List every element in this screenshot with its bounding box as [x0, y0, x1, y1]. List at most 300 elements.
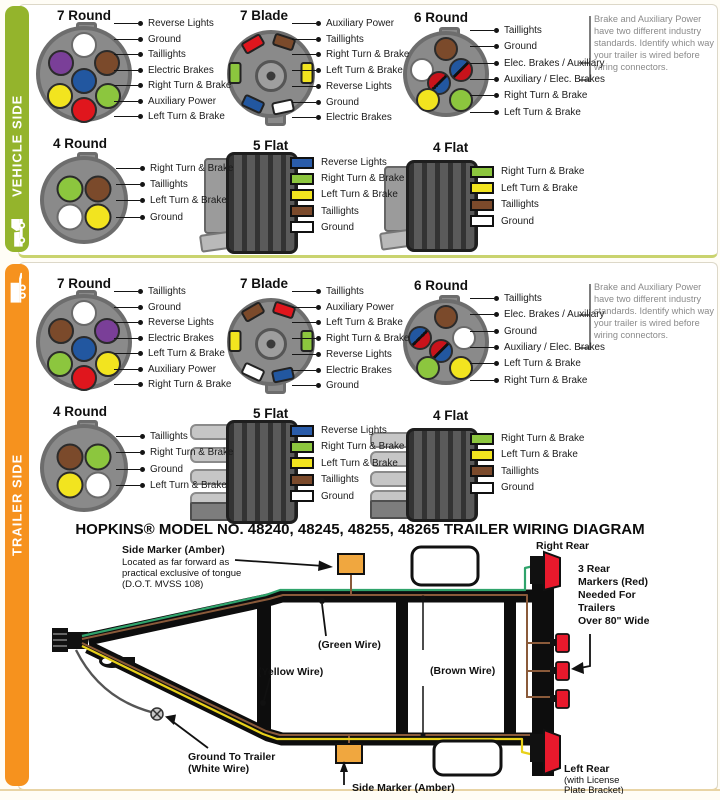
terminal-tab-white	[290, 490, 314, 502]
leader-line	[114, 116, 138, 117]
label-row	[470, 57, 604, 70]
leader-line	[292, 307, 316, 308]
label-row	[292, 96, 359, 109]
leader-line	[470, 347, 494, 348]
connector-title-4-round-vehicle: 4 Round	[53, 136, 107, 151]
label-row	[470, 432, 584, 445]
terminal-tab-green	[290, 173, 314, 185]
leader-line	[470, 331, 494, 332]
ground-label: Ground To Trailer	[188, 751, 276, 763]
industry-note-trailer: Brake and Auxiliary Power have two different industry standards. Identify which way your trailer is wired before wiring connectors.	[594, 282, 715, 340]
bullet-dot	[494, 345, 499, 350]
yellow-wire-label: (Yellow Wire)	[258, 666, 324, 678]
pin-label: Ground	[504, 41, 537, 53]
label-row	[114, 95, 216, 108]
bullet-dot	[494, 110, 499, 115]
rear-marker	[556, 662, 569, 680]
leader-line	[114, 70, 138, 71]
label-row	[290, 221, 354, 234]
terminal-tab-yellow	[290, 457, 314, 469]
pin-label: Taillights	[148, 49, 186, 60]
label-row	[114, 378, 231, 391]
wire-brown-bottom	[82, 643, 535, 735]
pin-label: Left Turn & Brake	[321, 457, 398, 469]
bullet-dot	[316, 383, 321, 388]
pin-label: Left Turn & Brake	[326, 65, 403, 77]
label-row	[114, 48, 186, 61]
label-row	[116, 178, 188, 191]
bullet-dot	[140, 450, 145, 455]
leader-line	[114, 101, 138, 102]
wire-yellow	[82, 646, 534, 755]
pin-label: Auxiliary Power	[148, 363, 217, 375]
ground-label-line2: (White Wire)	[188, 763, 250, 775]
bullet-dot	[138, 320, 143, 325]
pin-label: Right Turn & Brake	[148, 80, 232, 91]
pin-label: Auxiliary / Elec. Brakes	[504, 341, 605, 353]
label-row	[116, 194, 227, 207]
pin-brown	[85, 176, 112, 203]
pin-label: Left Turn & Brake	[150, 480, 227, 492]
label-row	[116, 479, 227, 492]
green-wire-label: (Green Wire)	[318, 639, 381, 651]
connector-body-4-flat-vehicle	[406, 160, 478, 252]
pin-label: Ground	[148, 33, 181, 45]
pin-label: Reverse Lights	[326, 80, 392, 92]
pin-label: Right Turn & Brake	[150, 163, 234, 174]
label-row	[290, 172, 404, 185]
connector-title-5-flat-vehicle: 5 Flat	[253, 138, 289, 153]
left-rear-label-line2: (with License	[564, 775, 620, 786]
bullet-dot	[494, 44, 499, 49]
bullet-dot	[140, 182, 145, 187]
bullet-dot	[138, 68, 143, 73]
label-row	[114, 79, 231, 92]
label-row	[114, 285, 186, 298]
label-row	[292, 316, 403, 329]
pin-white	[85, 471, 112, 498]
terminal-tab-green	[470, 166, 494, 178]
pin-blue	[71, 336, 97, 362]
terminal-tab-white	[470, 482, 494, 494]
leader-line	[114, 307, 138, 308]
pin-green	[47, 351, 73, 377]
bullet-dot	[138, 21, 143, 26]
pin-red	[71, 365, 97, 391]
leader-line	[292, 385, 316, 386]
pin-label: Ground	[501, 215, 534, 227]
rear-marker-label: Side Marker (Amber)	[352, 782, 455, 794]
pin-label: Electric Brakes	[326, 364, 392, 376]
pin-label: Taillights	[504, 293, 542, 304]
bullet-dot	[494, 93, 499, 98]
front-marker-label: Side Marker (Amber)	[122, 544, 225, 556]
label-row	[114, 110, 225, 123]
amber-marker-front	[338, 554, 364, 574]
label-row	[114, 316, 214, 329]
label-row	[470, 325, 537, 338]
label-row	[470, 89, 587, 102]
pin-blue	[71, 68, 97, 94]
pin-label: Taillights	[501, 199, 539, 211]
bullet-dot	[140, 215, 145, 220]
rear-markers	[550, 634, 569, 708]
pin-label: Taillights	[150, 179, 188, 191]
bullet-dot	[316, 52, 321, 57]
pin-label: Reverse Lights	[148, 317, 214, 328]
rear-markers-note-line2: Markers (Red)	[578, 576, 649, 588]
label-row	[292, 332, 409, 345]
bullet-dot	[316, 100, 321, 105]
pin-label: Electric Brakes	[148, 64, 214, 76]
leader-line	[470, 298, 494, 299]
bullet-dot	[316, 115, 321, 120]
pin-label: Ground	[504, 325, 537, 337]
pin-yellow	[47, 83, 73, 109]
terminal-tab-white	[470, 215, 494, 227]
pin-label: Ground	[321, 490, 354, 502]
bullet-dot	[140, 434, 145, 439]
ground-screw	[151, 708, 163, 720]
label-row	[470, 215, 534, 228]
pin-label: Taillights	[326, 33, 364, 45]
bullet-dot	[316, 68, 321, 73]
label-row	[290, 156, 387, 169]
terminal-tab-blue	[290, 425, 314, 437]
pin-yellow	[416, 88, 440, 112]
pin-label: Taillights	[326, 286, 364, 297]
bullet-dot	[140, 166, 145, 171]
label-row	[114, 301, 181, 314]
right-rear-label: Right Rear	[536, 540, 590, 552]
pin-label: Reverse Lights	[326, 348, 392, 360]
pin-yellow	[228, 330, 241, 352]
leader-line	[114, 369, 138, 370]
terminal-tab-green	[470, 433, 494, 445]
label-row	[292, 111, 392, 124]
pin-yellow	[449, 356, 473, 380]
pin-label: Right Turn & Brake	[501, 166, 585, 177]
bullet-dot	[316, 84, 321, 89]
brown-wire-label: (Brown Wire)	[430, 665, 496, 677]
pin-label: Right Turn & Brake	[150, 447, 234, 459]
label-row	[290, 440, 404, 453]
label-row	[116, 162, 233, 175]
connector-title-4-flat-vehicle: 4 Flat	[433, 140, 469, 155]
center-hub	[255, 328, 287, 360]
label-row	[114, 347, 225, 360]
label-row	[470, 448, 578, 461]
label-row	[290, 188, 398, 201]
connector-title-7-blade-vehicle: 7 Blade	[240, 8, 289, 23]
label-row	[114, 332, 214, 345]
front-marker-arrow	[235, 560, 324, 566]
leader-line	[292, 23, 316, 24]
connector-title-6-round-trailer: 6 Round	[414, 278, 468, 293]
pin-red	[71, 97, 97, 123]
leader-line	[116, 469, 140, 470]
label-row	[114, 363, 216, 376]
pin-yellow	[85, 203, 112, 230]
connector-title-6-round-vehicle: 6 Round	[414, 10, 468, 25]
pin-white	[71, 300, 97, 326]
label-row	[290, 457, 398, 470]
pin-label: Right Turn & Brake	[321, 441, 405, 453]
pin-label: Reverse Lights	[321, 157, 387, 168]
rear-marker	[556, 690, 569, 708]
connector-title-5-flat-trailer: 5 Flat	[253, 406, 289, 421]
pin-label: Left Turn & Brake	[148, 348, 225, 359]
label-row	[470, 481, 534, 494]
leader-line	[292, 86, 316, 87]
leader-line	[292, 291, 316, 292]
bullet-dot	[138, 37, 143, 42]
label-row	[292, 285, 364, 298]
leader-line	[116, 200, 140, 201]
left-rear-label: Left Rear	[564, 763, 610, 775]
bullet-dot	[494, 312, 499, 317]
leader-line	[114, 353, 138, 354]
bullet-dot	[316, 21, 321, 26]
vehicle-sidebar	[5, 6, 29, 252]
pin-white	[56, 203, 83, 230]
label-row	[114, 33, 181, 46]
leader-line	[114, 23, 138, 24]
label-row	[116, 430, 188, 443]
connector-body-4-round-vehicle	[40, 156, 128, 244]
pin-label: Ground	[326, 96, 359, 108]
leader-line	[470, 112, 494, 113]
pin-label: Auxiliary Power	[326, 18, 395, 29]
label-row	[292, 80, 392, 93]
terminal-tab-yellow	[290, 189, 314, 201]
connector-title-7-round-vehicle: 7 Round	[57, 8, 111, 23]
leader-line	[114, 322, 138, 323]
pin-white	[71, 32, 97, 58]
pin-label: Reverse Lights	[148, 18, 214, 29]
label-row	[470, 308, 604, 321]
terminal-tab-yellow	[470, 182, 494, 194]
pin-brown	[434, 305, 458, 329]
leader-line	[114, 85, 138, 86]
pin-label: Right Turn & Brake	[504, 90, 588, 102]
leader-line	[292, 70, 316, 71]
front-marker-label-line4: (D.O.T. MVSS 108)	[122, 579, 204, 590]
terminal-tab-white	[290, 221, 314, 233]
pin-label: Ground	[501, 482, 534, 494]
leader-line	[292, 338, 316, 339]
pin-label: Right Turn & Brake	[501, 433, 585, 444]
leader-line	[114, 291, 138, 292]
pin-label: Elec. Brakes / Auxiliary	[504, 309, 605, 321]
connector-title-4-round-trailer: 4 Round	[53, 404, 107, 419]
fender-left	[434, 741, 501, 775]
vehicle-sidebar-label: VEHICLE SIDE	[9, 94, 25, 198]
pin-brown	[434, 37, 458, 61]
connector-title-4-flat-trailer: 4 Flat	[433, 408, 469, 423]
label-row	[292, 33, 364, 46]
pin-green	[56, 176, 83, 203]
bullet-dot	[138, 382, 143, 387]
leader-line	[470, 30, 494, 31]
leader-line	[114, 54, 138, 55]
label-row	[470, 24, 542, 37]
label-row	[470, 182, 578, 195]
connector-title-7-round-trailer: 7 Round	[57, 276, 111, 291]
leader-line	[292, 117, 316, 118]
rear-markers-note: 3 Rear	[578, 563, 611, 575]
pin-label: Right Turn & Brake	[504, 374, 588, 386]
connector-body-5-flat-vehicle	[226, 152, 298, 254]
terminal-tab-blue	[290, 157, 314, 169]
terminal-tab-brown	[290, 205, 314, 217]
pin-label: Electric Brakes	[326, 112, 392, 124]
bullet-dot	[140, 467, 145, 472]
label-row	[470, 341, 605, 354]
label-row	[290, 473, 359, 486]
label-row	[292, 64, 403, 77]
label-row	[292, 379, 359, 392]
pin-label: Ground	[321, 221, 354, 233]
rear-marker	[556, 634, 569, 652]
frame-bottom-rail	[88, 647, 546, 739]
pin-label: Left Turn & Brake	[148, 111, 225, 122]
label-row	[292, 364, 392, 377]
pin-label: Electric Brakes	[148, 332, 214, 344]
leader-line	[116, 168, 140, 169]
bullet-dot	[138, 99, 143, 104]
pin-label: Taillights	[321, 474, 359, 486]
pin-label: Auxiliary / Elec. Brakes	[504, 73, 605, 85]
leader-line	[292, 54, 316, 55]
label-row	[290, 490, 354, 503]
connector-body-5-flat-trailer	[226, 420, 298, 524]
front-marker-label-line3: practical exclusive of tongue	[122, 568, 242, 579]
connector-body-4-round-trailer	[40, 424, 128, 512]
label-row	[470, 198, 539, 211]
pin-purple	[48, 50, 74, 76]
pin-label: Taillights	[504, 25, 542, 36]
label-row	[114, 64, 214, 77]
pin-label: Left Turn & Brake	[326, 317, 403, 329]
trailer-sidebar	[5, 264, 29, 786]
front-marker-label-line2: Located as far forward as	[122, 557, 230, 568]
leader-line	[292, 354, 316, 355]
label-row	[116, 446, 233, 459]
bullet-dot	[494, 296, 499, 301]
pin-label: Elec. Brakes / Auxiliary	[504, 57, 605, 69]
label-row	[470, 165, 584, 178]
pin-label: Taillights	[321, 205, 359, 217]
label-row	[292, 348, 392, 361]
center-hub	[255, 60, 287, 92]
bullet-dot	[494, 61, 499, 66]
label-row	[470, 357, 581, 370]
pin-label: Ground	[150, 463, 183, 475]
bullet-dot	[138, 336, 143, 341]
pin-label: Taillights	[150, 431, 188, 442]
leader-line	[114, 384, 138, 385]
label-row	[470, 106, 581, 119]
connector-title-7-blade-trailer: 7 Blade	[240, 276, 289, 291]
bullet-dot	[494, 329, 499, 334]
label-row	[470, 374, 587, 387]
label-row	[116, 463, 183, 476]
leader-line	[116, 436, 140, 437]
pin-label: Right Turn & Brake	[326, 333, 410, 345]
hopkins-model-title: HOPKINS® MODEL NO. 48240, 48245, 48255, 48265 TRAILER WIRING DIAGRAM	[75, 521, 645, 538]
pin-brown	[48, 318, 74, 344]
label-row	[470, 465, 539, 478]
trailer-sidebar-label: TRAILER SIDE	[9, 453, 25, 557]
leader-line	[114, 39, 138, 40]
pin-green	[416, 356, 440, 380]
leader-line	[292, 322, 316, 323]
bullet-dot	[138, 52, 143, 57]
leader-line	[116, 485, 140, 486]
bullet-dot	[316, 336, 321, 341]
bullet-dot	[494, 378, 499, 383]
leader-line	[292, 370, 316, 371]
rear-markers-note-line4: Trailers	[578, 602, 616, 614]
pin-brown	[56, 444, 83, 471]
bullet-dot	[316, 352, 321, 357]
leader-line	[116, 217, 140, 218]
leader-line	[470, 63, 494, 64]
pin-label: Auxiliary Power	[326, 301, 395, 313]
terminal-tab-green	[290, 441, 314, 453]
leader-line	[470, 46, 494, 47]
leader-line	[116, 452, 140, 453]
bullet-dot	[140, 483, 145, 488]
trailer-icon	[6, 270, 28, 304]
bullet-dot	[316, 305, 321, 310]
connector-body-4-flat-trailer	[406, 428, 478, 522]
leader-line	[292, 102, 316, 103]
label-row	[114, 17, 214, 30]
leader-line	[470, 363, 494, 364]
pin-label: Left Turn & Brake	[504, 106, 581, 118]
pin-label: Ground	[150, 211, 183, 223]
bullet-dot	[140, 198, 145, 203]
label-row	[470, 73, 605, 86]
frame-top-rail	[88, 596, 546, 639]
coupler	[52, 628, 88, 652]
bullet-dot	[316, 289, 321, 294]
left-rear-label-line3: Plate Bracket)	[564, 785, 624, 794]
pin-label: Ground	[326, 380, 359, 392]
rear-markers-note-line3: Needed For	[578, 589, 636, 601]
leader-line	[470, 79, 494, 80]
pin-brakes-auxiliary-split	[408, 326, 432, 350]
pin-label: Right Turn & Brake	[321, 173, 405, 185]
bullet-dot	[138, 289, 143, 294]
leader-line	[470, 314, 494, 315]
pin-label: Left Turn & Brake	[501, 182, 578, 194]
pin-label: Taillights	[501, 465, 539, 477]
pin-label: Left Turn & Brake	[150, 195, 227, 207]
pin-label: Right Turn & Brake	[148, 379, 232, 390]
bullet-dot	[138, 305, 143, 310]
bullet-dot	[138, 367, 143, 372]
leader-line	[116, 184, 140, 185]
pin-label: Left Turn & Brake	[501, 449, 578, 461]
bullet-dot	[138, 114, 143, 119]
label-row	[470, 40, 537, 53]
wiring-diagram-svg	[30, 538, 720, 794]
leader-line	[470, 380, 494, 381]
pin-label: Reverse Lights	[321, 425, 387, 436]
